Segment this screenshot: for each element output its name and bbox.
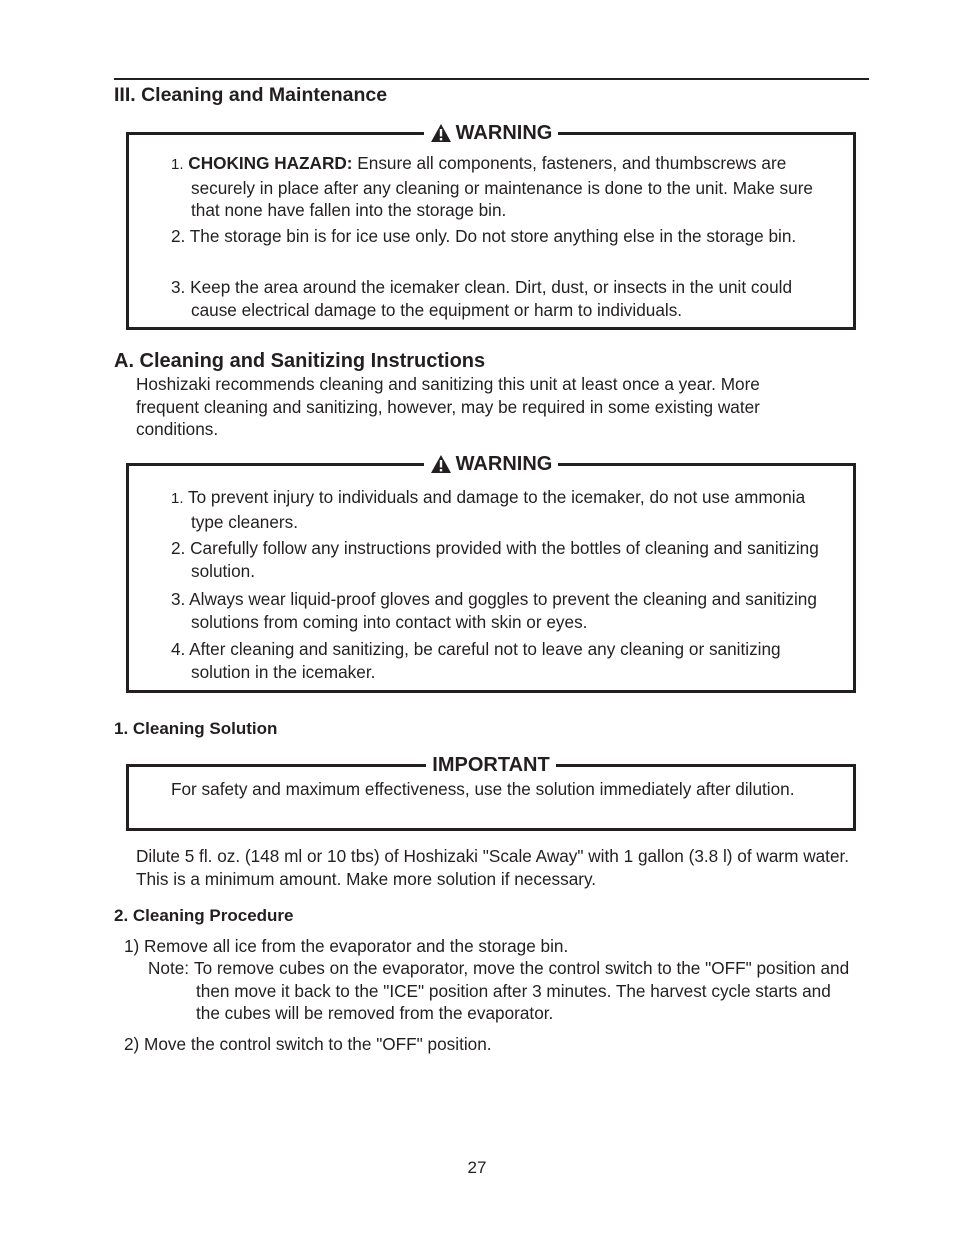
important-box <box>126 754 856 831</box>
section-a-title: A. Cleaning and Sanitizing Instructions <box>114 350 486 372</box>
warning-box-1-header <box>129 121 853 145</box>
warning-1-item-1: 1. CHOKING HAZARD: Ensure all components, fasteners, and thumbscrews are securely in place after any cleaning or maintenance is done to the unit. Make sure that none have fallen into the storage bin. <box>171 153 813 221</box>
top-rule <box>114 78 869 80</box>
section-title: III. Cleaning and Maintenance <box>114 84 388 106</box>
important-box-text: For safety and maximum effectiveness, use the solution immediately after dilution. <box>171 779 795 799</box>
warning-triangle-icon <box>430 454 452 474</box>
warning-box-2 <box>126 453 856 693</box>
warning-box-2-title: WARNING <box>455 453 553 475</box>
warning-box-1 <box>126 122 856 330</box>
important-box-header <box>129 753 853 777</box>
cleaning-procedure-title: 2. Cleaning Procedure <box>114 906 294 925</box>
warning-1-item-2: 2. The storage bin is for ice use only. Do not store anything else in the storage bin. <box>171 226 797 246</box>
warning-2-item-3: 3. Always wear liquid-proof gloves and goggles to prevent the cleaning and sanitizing solutions from coming into contact with skin or eyes. <box>171 589 817 632</box>
cleaning-solution-title: 1. Cleaning Solution <box>114 719 278 738</box>
warning-2-item-1: 1. To prevent injury to individuals and damage to the icemaker, do not use ammonia type cleaners. <box>171 487 806 532</box>
warning-2-item-2: 2. Carefully follow any instructions provided with the bottles of cleaning and sanitizing solution. <box>171 538 819 581</box>
warning-2-item-4: 4. After cleaning and sanitizing, be careful not to leave any cleaning or sanitizing solution in the icemaker. <box>171 639 781 682</box>
warning-triangle-icon <box>430 123 452 143</box>
page-number: 27 <box>467 1158 487 1177</box>
cleaning-solution-body: Dilute 5 fl. oz. (148 ml or 10 tbs) of Hoshizaki "Scale Away" with 1 gallon (3.8 l) of warm water. This is a minimum amount. Make more solution if necessary. <box>136 846 850 889</box>
procedure-step-1: 1) Remove all ice from the evaporator and the storage bin. <box>124 936 569 956</box>
choking-hazard-label: CHOKING HAZARD: <box>188 153 353 173</box>
procedure-note-text: To remove cubes on the evaporator, move the control switch to the "OFF" position and then move it back to the "ICE" position after 3 minutes. The harvest cycle starts and the cubes will be removed from the evaporator. <box>194 958 850 1024</box>
procedure-note-label: Note: <box>148 958 190 978</box>
warning-1-item-3: 3. Keep the area around the icemaker clean. Dirt, dust, or insects in the unit could cause electrical damage to the equipment or harm to individuals. <box>171 277 793 320</box>
warning-box-2-header <box>129 452 853 476</box>
procedure-step-2: 2) Move the control switch to the "OFF" position. <box>124 1034 492 1054</box>
warning-box-1-title: WARNING <box>455 122 553 144</box>
section-a-intro: Hoshizaki recommends cleaning and sanitizing this unit at least once a year. More frequent cleaning and sanitizing, however, may be required in some existing water conditions. <box>136 374 760 440</box>
important-box-title: IMPORTANT <box>432 754 550 776</box>
